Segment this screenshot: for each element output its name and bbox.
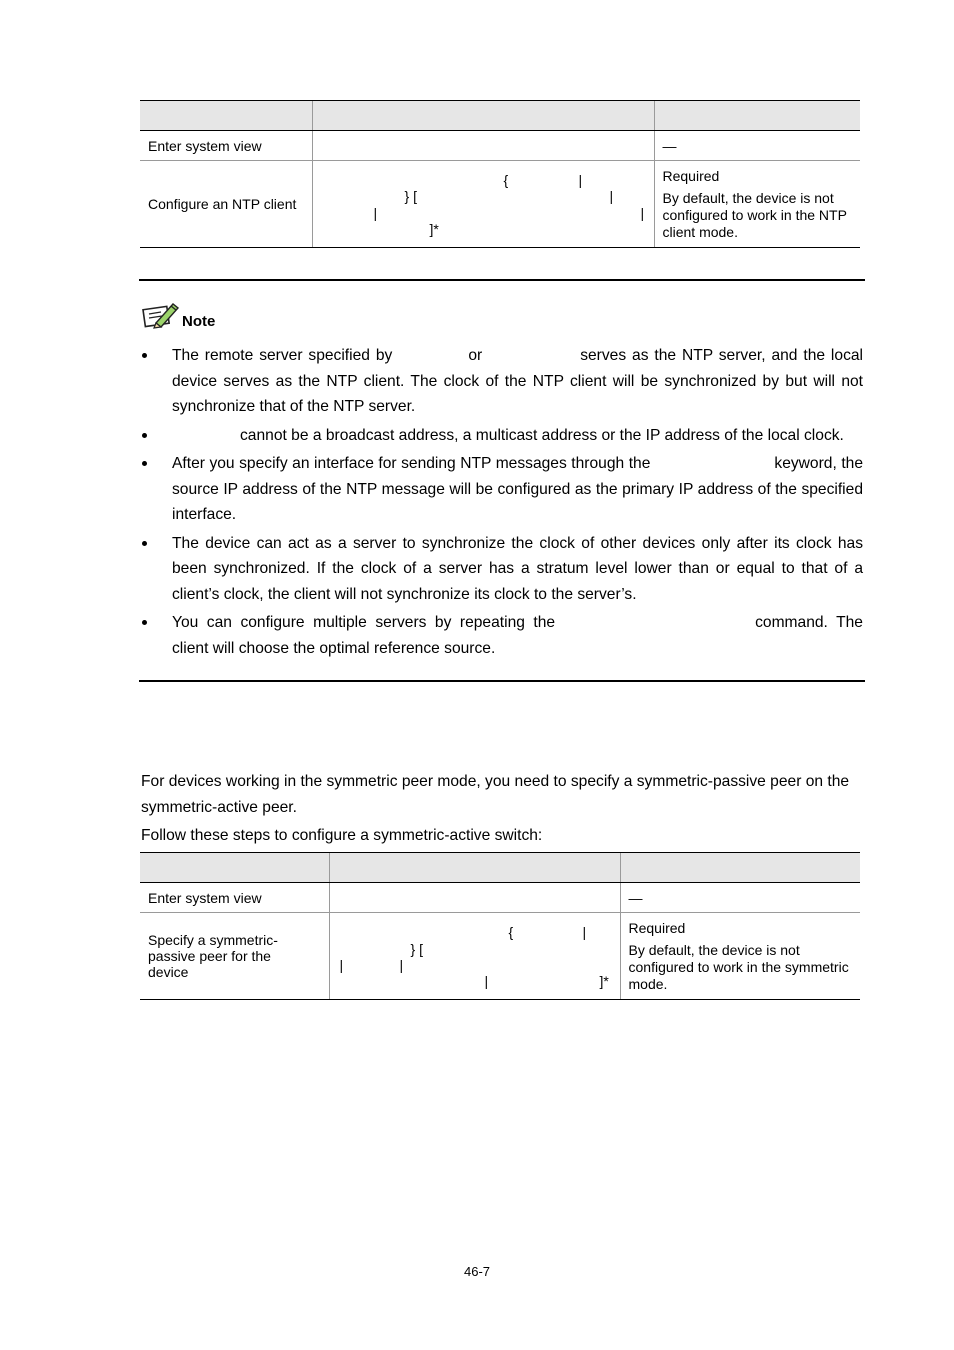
steps-intro: Follow these steps to configure a symmetric-active switch: (141, 827, 543, 844)
command-glyph: } [ (404, 188, 417, 204)
table-row (140, 161, 860, 248)
header-cell (312, 101, 654, 131)
remark-line: By default, the device is not configured to work in the NTP client mode. (662, 189, 847, 240)
note-pencil-icon (141, 299, 181, 331)
note-item: You can configure multiple servers by repeating the command. The client will choose the optimal reference source. (139, 610, 863, 661)
remark-line: By default, the device is not configured to work in the symmetric mode. (628, 941, 849, 992)
remarks-cell (620, 913, 860, 1000)
steps-table-ntp-client (140, 100, 860, 248)
header-cell (620, 853, 860, 883)
remark-line: Required (662, 167, 720, 184)
note-item: After you specify an interface for sending NTP messages through the keyword, the source IP address of the NTP message will be configured as the primary IP address of the specified interface. (139, 451, 863, 528)
note-item: The remote server specified by or serves as the NTP server, and the local device serves as the NTP client. The clock of the NTP client will be synchronized by but will not synchronize that of the NTP server. (139, 343, 863, 420)
command-glyph: | (484, 973, 489, 989)
remark-line: Required (628, 919, 686, 936)
table-header-row (140, 853, 860, 883)
remarks-cell (654, 131, 860, 161)
command-glyph: { (503, 172, 509, 188)
command-glyph: | (373, 205, 378, 221)
command-glyph: ]* (429, 221, 439, 237)
note-item: The device can act as a server to synchronize the clock of other devices only after its clock has been synchronized. If the clock of a server has a stratum level lower than or equal to that of a client’s clock, the client will not synchronize its clock to the server’s. (139, 531, 863, 608)
intro-paragraph: For devices working in the symmetric peer mode, you need to specify a symmetric-passive peer on the symmetric-active peer. (141, 773, 850, 816)
command-glyph: } [ (410, 941, 423, 957)
command-glyph: | (578, 172, 583, 188)
header-cell (140, 853, 329, 883)
remark-line: — (662, 137, 677, 154)
operation-cell: Specify a symmetric-passive peer for the device (140, 913, 329, 1000)
note-label: Note (182, 313, 216, 330)
header-cell (329, 853, 620, 883)
command-glyph: | (399, 957, 404, 973)
header-cell (140, 101, 312, 131)
table-header-row (140, 101, 860, 131)
command-cell (312, 161, 654, 248)
command-glyph: | (582, 924, 587, 940)
operation-cell: Enter system view (140, 883, 329, 913)
note-box (139, 279, 865, 682)
command-glyph: { (508, 924, 514, 940)
command-cell (329, 883, 620, 913)
command-glyph: | (609, 188, 614, 204)
command-cell (312, 131, 654, 161)
command-glyph: | (640, 205, 645, 221)
command-glyph: ]* (599, 973, 609, 989)
note-list (139, 343, 863, 664)
remark-line: — (628, 889, 643, 906)
operation-cell: Configure an NTP client (140, 161, 312, 248)
command-glyph: | (339, 957, 344, 973)
remarks-cell (654, 161, 860, 248)
table-row (140, 913, 860, 1000)
table-row (140, 883, 860, 913)
page-number: 46-7 (463, 1264, 491, 1279)
operation-cell: Enter system view (140, 131, 312, 161)
note-item: cannot be a broadcast address, a multicast address or the IP address of the local clock. (139, 423, 863, 449)
remarks-cell (620, 883, 860, 913)
header-cell (654, 101, 860, 131)
command-cell (329, 913, 620, 1000)
steps-table-symmetric-peer (140, 852, 860, 1000)
table-row (140, 131, 860, 161)
